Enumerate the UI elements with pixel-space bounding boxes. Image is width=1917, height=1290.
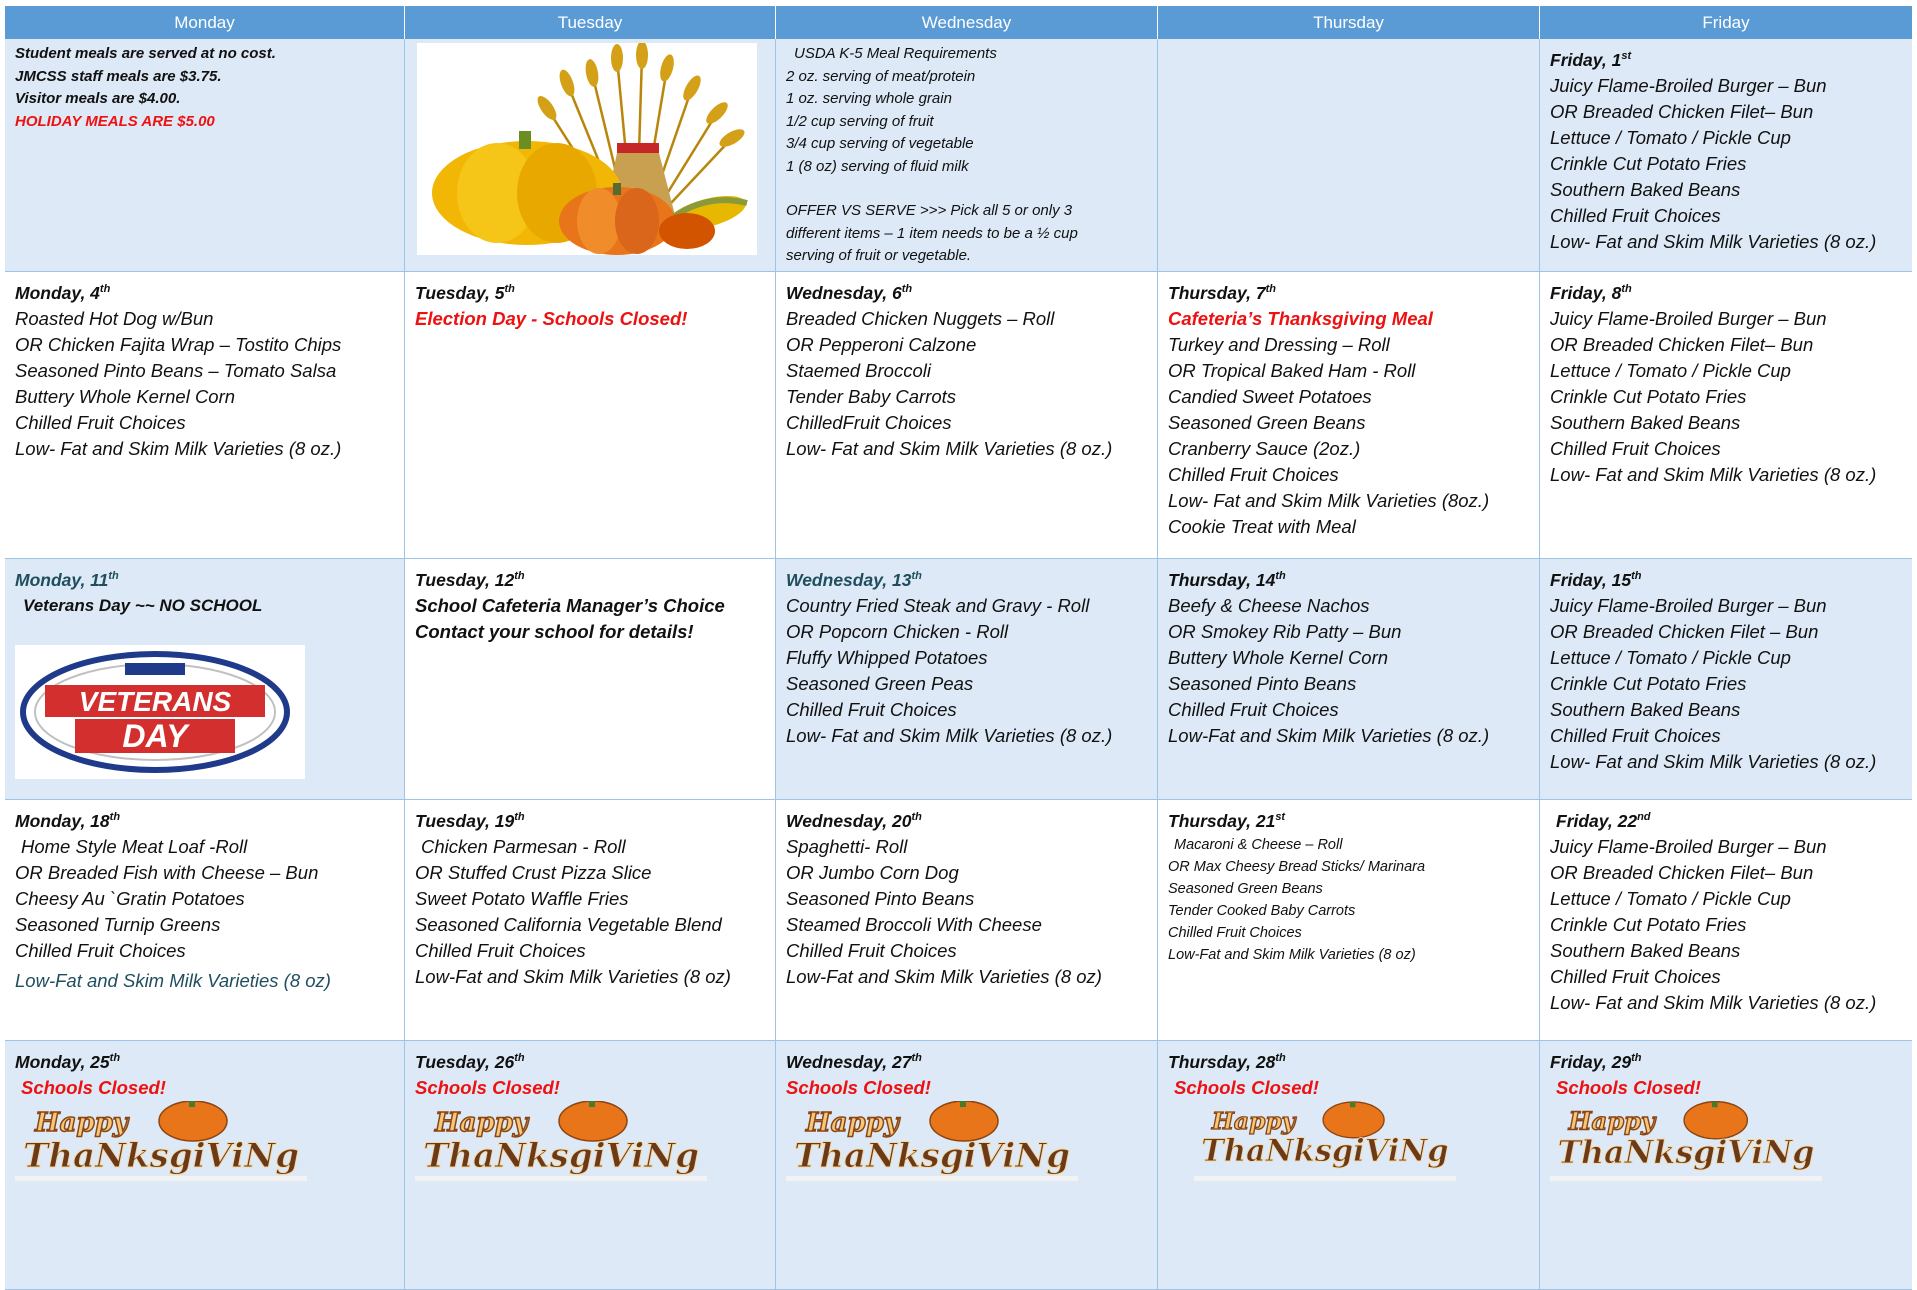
cell-w4-wed [776,800,1158,1041]
header-wednesday: Wednesday [776,6,1158,39]
menu-item: Cheesy Au `Gratin Potatoes [15,888,245,909]
day-heading: Friday, 8th [1550,283,1632,303]
menu-item: Low- Fat and Skim Milk Varieties (8 oz.) [1550,992,1877,1013]
menu-item: ChilledFruit Choices [786,412,952,433]
menu-item: Chilled Fruit Choices [415,940,586,961]
menu-item: Chilled Fruit Choices [15,412,186,433]
cell-w5-mon [5,1041,405,1290]
menu-item: OR Popcorn Chicken - Roll [786,621,1009,642]
requirement-line: 3/4 cup serving of vegetable [786,135,974,152]
menu-item: Staemed Broccoli [786,360,931,381]
cell-w4-fri [1540,800,1912,1041]
menu-item: Low-Fat and Skim Milk Varieties (8 oz) [786,966,1102,987]
requirement-line: 1 (8 oz) serving of fluid milk [786,157,969,175]
day-heading: Thursday, 21st [1168,811,1286,831]
menu-item: Lettuce / Tomato / Pickle Cup [1550,127,1791,148]
requirement-line: 1/2 cup serving of fruit [786,112,934,130]
cell-w4-tue [405,800,776,1041]
meal-price-line: JMCSS staff meals are $3.75. [15,67,222,85]
menu-item: Sweet Potato Waffle Fries [415,888,629,909]
menu-item: Macaroni & Cheese – Roll [1174,837,1343,853]
cell-w3-fri [1540,559,1912,800]
day-heading: Friday, 1st [1550,50,1632,70]
day-heading: Friday, 15th [1550,570,1642,590]
day-heading: Monday, 11th [15,570,119,590]
menu-item: Breaded Chicken Nuggets – Roll [786,308,1055,329]
menu-item: Chilled Fruit Choices [786,699,957,720]
graphic-underline [1194,1176,1456,1181]
graphic-underline [415,1176,707,1181]
day-heading: Wednesday, 20th [786,811,922,831]
svg-text:ThaNksgiViNg: ThaNksgiViNg [1557,1134,1815,1172]
menu-item: Roasted Hot Dog w/Bun [15,308,214,329]
graphic-underline [786,1176,1078,1181]
badge-text-bottom: DAY [122,718,188,754]
menu-item: Low- Fat and Skim Milk Varieties (8 oz.) [1550,464,1877,485]
meal-price-line: Student meals are served at no cost. [15,45,276,62]
menu-item: Juicy Flame-Broiled Burger – Bun [1550,836,1827,857]
menu-item: Juicy Flame-Broiled Burger – Bun [1550,75,1827,96]
menu-item: Seasoned Turnip Greens [15,914,221,935]
closed-note: Schools Closed! [21,1077,166,1098]
cell-w1-fri [1540,39,1912,272]
menu-item: Low-Fat and Skim Milk Varieties (8 oz) [1168,947,1416,963]
cell-w1-wed [776,39,1158,272]
menu-item: Spaghetti- Roll [786,836,908,857]
graphic-underline [1550,1176,1822,1181]
meal-price-line: Visitor meals are $4.00. [15,90,181,107]
requirement-line: 2 oz. serving of meat/protein [786,67,976,85]
autumn-harvest-image [417,43,757,255]
cell-w1-mon [5,39,405,272]
svg-text:ThaNksgiViNg: ThaNksgiViNg [794,1136,1071,1176]
menu-item: OR Breaded Chicken Filet– Bun [1550,334,1814,355]
svg-text:Happy: Happy [1568,1106,1656,1136]
closed-note: Schools Closed! [1174,1077,1319,1098]
menu-item: Cookie Treat with Meal [1168,516,1356,537]
happy-thanksgiving-graphic [1550,1101,1820,1177]
menu-item: OR Smokey Rib Patty – Bun [1168,621,1402,642]
menu-item: Lettuce / Tomato / Pickle Cup [1550,360,1791,381]
menu-item: OR Breaded Chicken Filet – Bun [1550,621,1819,642]
happy-thanksgiving-graphic [415,1101,705,1177]
menu-item: OR Jumbo Corn Dog [786,862,959,883]
day-heading: Tuesday, 12th [415,570,525,590]
menu-item: Cranberry Sauce (2oz.) [1168,438,1361,459]
svg-text:Happy: Happy [806,1108,899,1138]
closed-note: Election Day - Schools Closed! [415,308,688,329]
day-heading: Wednesday, 13th [786,570,922,590]
menu-item: Southern Baked Beans [1550,940,1741,961]
offer-line: different items – 1 item needs to be a ½ cup [786,224,1078,242]
day-heading: Friday, 29th [1550,1052,1642,1072]
cell-w4-thu [1158,800,1540,1041]
cell-w1-thu [1158,39,1540,272]
cell-w2-fri [1540,272,1912,559]
closed-note: Schools Closed! [786,1077,931,1098]
svg-text:ThaNksgiViNg: ThaNksgiViNg [423,1136,700,1176]
menu-item: Home Style Meat Loaf -Roll [21,836,248,857]
day-heading: Monday, 4th [15,283,111,303]
menu-item: OR Max Cheesy Bread Sticks/ Marinara [1168,859,1426,875]
menu-item: OR Breaded Fish with Cheese – Bun [15,862,319,883]
graphic-underline [15,1176,307,1181]
happy-thanksgiving-graphic [1194,1101,1454,1177]
menu-item: OR Stuffed Crust Pizza Slice [415,862,652,883]
offer-line: OFFER VS SERVE >>> Pick all 5 or only 3 [786,202,1073,219]
happy-thanksgiving-graphic [786,1101,1076,1177]
day-heading: Wednesday, 27th [786,1052,922,1072]
menu-item: Chilled Fruit Choices [1550,205,1721,226]
menu-item: OR Breaded Chicken Filet– Bun [1550,101,1814,122]
menu-item: Turkey and Dressing – Roll [1168,334,1390,355]
cell-w4-mon [5,800,405,1041]
cell-w2-mon [5,272,405,559]
menu-item: Low- Fat and Skim Milk Varieties (8 oz.) [15,438,342,459]
menu-item: Seasoned Pinto Beans – Tomato Salsa [15,360,337,381]
menu-item: Country Fried Steak and Gravy - Roll [786,595,1090,616]
cell-w2-thu [1158,272,1540,559]
menu-item: Low-Fat and Skim Milk Varieties (8 oz) [15,970,331,991]
cell-w2-wed [776,272,1158,559]
menu-item: Tender Cooked Baby Carrots [1168,903,1356,919]
menu-item: Fluffy Whipped Potatoes [786,647,988,668]
menu-item: Candied Sweet Potatoes [1168,386,1372,407]
cell-w3-thu [1158,559,1540,800]
badge-text-top: VETERANS [78,686,232,717]
holiday-note: Veterans Day ~~ NO SCHOOL [23,596,263,615]
svg-text:Happy: Happy [435,1108,528,1138]
menu-item: Low- Fat and Skim Milk Varieties (8 oz.) [1550,751,1877,772]
day-heading: Monday, 18th [15,811,121,831]
menu-item: Crinkle Cut Potato Fries [1550,914,1747,935]
menu-item: Southern Baked Beans [1550,699,1741,720]
menu-item: OR Tropical Baked Ham - Roll [1168,360,1416,381]
header-friday: Friday [1540,6,1912,39]
happy-thanksgiving-graphic [15,1101,305,1177]
header-thursday: Thursday [1158,6,1540,39]
menu-item: Buttery Whole Kernel Corn [15,386,236,407]
menu-item: Chilled Fruit Choices [1168,925,1302,941]
day-heading: Tuesday, 5th [415,283,515,303]
day-heading: Friday, 22nd [1556,811,1651,831]
cell-w5-wed [776,1041,1158,1290]
menu-item: Chilled Fruit Choices [786,940,957,961]
menu-item: Low-Fat and Skim Milk Varieties (8 oz.) [1168,725,1490,746]
menu-item: Chilled Fruit Choices [1550,725,1721,746]
menu-item: Crinkle Cut Potato Fries [1550,153,1747,174]
menu-item: Low- Fat and Skim Milk Varieties (8 oz.) [786,725,1113,746]
menu-item: Tender Baby Carrots [786,386,957,407]
offer-line: serving of fruit or vegetable. [786,247,972,264]
menu-item: Chilled Fruit Choices [1168,699,1339,720]
menu-note: Contact your school for details! [415,621,694,642]
holiday-price-line: HOLIDAY MEALS ARE $5.00 [15,112,215,130]
cell-w1-tue [405,39,776,272]
menu-item: Seasoned California Vegetable Blend [415,914,722,935]
special-meal-note: Cafeteria’s Thanksgiving Meal [1168,308,1433,329]
cell-w2-tue [405,272,776,559]
menu-item: OR Chicken Fajita Wrap – Tostito Chips [15,334,342,355]
menu-item: Low- Fat and Skim Milk Varieties (8oz.) [1168,490,1490,511]
header-monday: Monday [5,6,405,39]
day-heading: Wednesday, 6th [786,283,913,303]
menu-item: Chilled Fruit Choices [1168,464,1339,485]
requirements-title: USDA K-5 Meal Requirements [794,45,997,62]
cell-w3-tue [405,559,776,800]
cell-w5-tue [405,1041,776,1290]
day-heading: Monday, 25th [15,1052,121,1072]
menu-item: Southern Baked Beans [1550,179,1741,200]
cell-w5-fri [1540,1041,1912,1290]
menu-item: Seasoned Pinto Beans [1168,673,1357,694]
menu-item: Seasoned Pinto Beans [786,888,975,909]
menu-item: Buttery Whole Kernel Corn [1168,647,1389,668]
svg-text:ThaNksgiViNg: ThaNksgiViNg [23,1136,300,1176]
svg-text:Happy: Happy [1211,1107,1296,1135]
menu-item: Juicy Flame-Broiled Burger – Bun [1550,595,1827,616]
menu-item: Low-Fat and Skim Milk Varieties (8 oz) [415,966,731,987]
svg-text:ThaNksgiViNg: ThaNksgiViNg [1201,1133,1449,1170]
menu-item: Low- Fat and Skim Milk Varieties (8 oz.) [786,438,1113,459]
day-heading: Thursday, 14th [1168,570,1286,590]
menu-item: OR Pepperoni Calzone [786,334,977,355]
lunch-menu-calendar [5,6,1912,1290]
day-heading: Tuesday, 26th [415,1052,525,1072]
menu-item: Lettuce / Tomato / Pickle Cup [1550,888,1791,909]
closed-note: Schools Closed! [1556,1077,1701,1098]
menu-item: Chicken Parmesan - Roll [421,836,626,857]
closed-note: Schools Closed! [415,1077,560,1098]
veterans-day-badge [15,645,305,779]
menu-item: Juicy Flame-Broiled Burger – Bun [1550,308,1827,329]
menu-item: Seasoned Green Beans [1168,881,1323,897]
day-heading: Tuesday, 19th [415,811,525,831]
menu-note: School Cafeteria Manager’s Choice [415,595,725,616]
menu-item: Crinkle Cut Potato Fries [1550,386,1747,407]
menu-item: OR Breaded Chicken Filet– Bun [1550,862,1814,883]
menu-item: Lettuce / Tomato / Pickle Cup [1550,647,1791,668]
menu-item: Chilled Fruit Choices [15,940,186,961]
menu-item: Beefy & Cheese Nachos [1168,595,1370,616]
menu-item: Southern Baked Beans [1550,412,1741,433]
menu-item: Chilled Fruit Choices [1550,438,1721,459]
cell-w3-wed [776,559,1158,800]
svg-text:Happy: Happy [35,1108,128,1138]
menu-item: Seasoned Green Beans [1168,412,1366,433]
menu-item: Low- Fat and Skim Milk Varieties (8 oz.) [1550,231,1877,252]
header-tuesday: Tuesday [405,6,776,39]
menu-item: Chilled Fruit Choices [1550,966,1721,987]
day-heading: Thursday, 7th [1168,283,1276,303]
cell-w3-mon [5,559,405,800]
day-heading: Thursday, 28th [1168,1052,1286,1072]
menu-item: Seasoned Green Peas [786,673,974,694]
menu-item: Steamed Broccoli With Cheese [786,914,1042,935]
cell-w5-thu [1158,1041,1540,1290]
requirement-line: 1 oz. serving whole grain [786,90,952,107]
menu-item: Crinkle Cut Potato Fries [1550,673,1747,694]
